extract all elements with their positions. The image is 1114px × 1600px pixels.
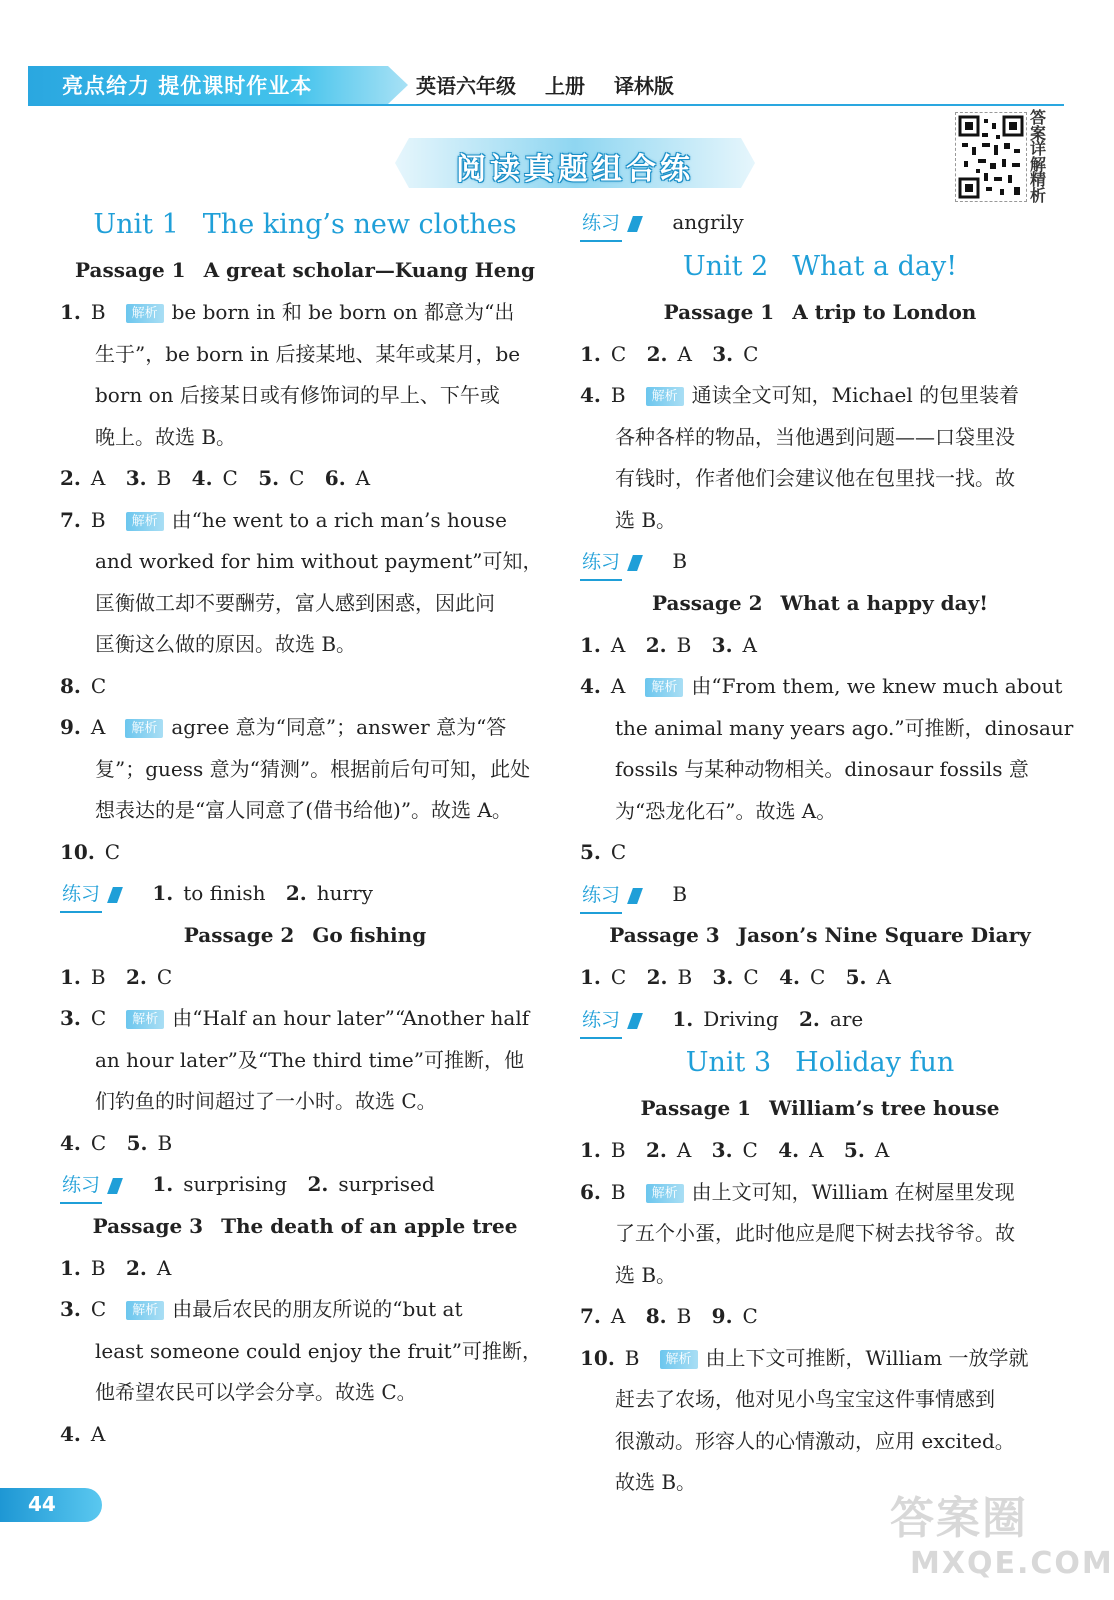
- answer-row: [60, 461, 550, 503]
- answer: C: [610, 840, 627, 864]
- section-banner: [395, 138, 755, 188]
- answer: C: [610, 965, 627, 989]
- analysis-tag: 解析: [660, 1350, 698, 1369]
- practice-row: [580, 205, 1060, 247]
- question-number: 3.: [712, 341, 734, 366]
- question-number: 2.: [307, 1172, 329, 1196]
- analysis-tag: 解析: [645, 678, 683, 697]
- explanation-line: 选 B。: [615, 1262, 677, 1287]
- explanation-text: be born in 和 be born on 都意为“出: [171, 300, 515, 324]
- explanation-line: born on 后接某日或有修饰词的早上、下午或: [95, 383, 500, 407]
- passage-heading: [580, 295, 1060, 337]
- answer-line: [580, 1341, 1060, 1383]
- question-number: 3.: [125, 466, 147, 490]
- question-number: 6.: [580, 1179, 601, 1204]
- practice-row: [60, 1167, 550, 1209]
- page-number: 44: [28, 1492, 56, 1516]
- answer: B: [90, 507, 106, 532]
- question-number: 9.: [60, 715, 81, 739]
- question-number: 4.: [778, 1138, 800, 1162]
- explanation-text: 由“he went to a rich man’s house: [171, 507, 507, 532]
- answer-row: [60, 835, 550, 877]
- question-number: 1.: [580, 341, 601, 366]
- explanation-line: 想表达的是“富人同意了(借书给他)”。故选 A。: [95, 798, 512, 822]
- explanation-line: 晚上。故选 B。: [95, 424, 237, 449]
- answer: C: [156, 964, 173, 989]
- passage-number: Passage 1: [75, 258, 186, 282]
- pencil-icon: [627, 216, 643, 232]
- passage-title: The death of an apple tree: [221, 1213, 518, 1238]
- question-number: 3.: [60, 1297, 81, 1321]
- header-divider: [28, 104, 1064, 106]
- explanation-text: agree 意为“同意”；answer 意为“答: [171, 715, 507, 739]
- unit-2-title: [580, 247, 1060, 295]
- explanation-line: 复”；guess 意为“猜测”。根据前后句可知，此处: [95, 756, 531, 781]
- question-number: 7.: [580, 1304, 601, 1328]
- explanation-text: 由“From them, we knew much about: [691, 674, 1063, 698]
- answer: A: [90, 466, 106, 490]
- explanation-text: 由最后农民的朋友所说的“but at: [172, 1297, 463, 1321]
- unit-1-number: Unit 1: [93, 209, 179, 240]
- book-info: [416, 70, 696, 99]
- qr-caption: 答案详解精析: [1030, 108, 1047, 205]
- practice-label: 练习: [60, 1168, 102, 1204]
- question-number: 2.: [799, 1006, 820, 1031]
- unit-3-number: Unit 3: [685, 1047, 772, 1078]
- question-number: 1.: [580, 1138, 601, 1162]
- series-title: 亮点给力 提优课时作业本: [62, 74, 313, 98]
- passage-heading: [60, 918, 550, 960]
- explanation-line: fossils 与某种动物相关。dinosaur fossils 意: [615, 757, 1029, 781]
- passage-title: What a happy day!: [780, 590, 988, 615]
- question-number: 1.: [672, 1006, 694, 1031]
- answer: angrily: [672, 210, 744, 234]
- answer: to finish: [183, 881, 266, 905]
- explanation-line: 故选 B。: [615, 1470, 697, 1494]
- answer: A: [610, 632, 626, 657]
- explanation-line: the animal many years ago.”可推断，dinosaur: [615, 715, 1074, 740]
- answer-row: [580, 1133, 1060, 1175]
- analysis-tag: 解析: [126, 512, 164, 531]
- analysis-tag: 解析: [126, 304, 164, 323]
- answer: A: [876, 965, 891, 989]
- answer: B: [610, 1138, 626, 1162]
- answer-line: [580, 378, 1060, 420]
- question-number: 3.: [711, 632, 733, 657]
- explanation-line: 选 B。: [615, 507, 677, 532]
- watermark: [880, 1482, 1114, 1600]
- answer: C: [90, 1130, 107, 1155]
- pencil-icon: [627, 1013, 643, 1029]
- watermark-logo-text: 答案圈: [890, 1493, 1028, 1544]
- analysis-tag: 解析: [126, 1010, 164, 1029]
- question-number: 5.: [843, 1138, 865, 1162]
- right-column: [580, 205, 1074, 1507]
- answer: surprised: [338, 1172, 435, 1196]
- passage-title: William’s tree house: [769, 1096, 1000, 1120]
- answer-line: [60, 503, 550, 545]
- explanation-text: 通读全文可知，Michael 的包里装着: [691, 383, 1020, 407]
- practice-label: 练习: [580, 1003, 622, 1039]
- unit-1-title: [60, 205, 550, 253]
- page-header: [28, 66, 1064, 104]
- question-number: 2.: [60, 466, 81, 490]
- question-number: 1.: [60, 300, 81, 324]
- answer-line: [580, 669, 1063, 711]
- explanation-text: 由“Half an hour later”“Another half: [172, 1006, 530, 1030]
- answer-line: [60, 295, 550, 337]
- question-number: 2.: [645, 1138, 667, 1162]
- answer: A: [90, 715, 106, 739]
- question-number: 10.: [60, 839, 95, 864]
- passage-number: Passage 3: [92, 1213, 204, 1238]
- explanation-line: 很激动。形容人的心情激动，应用 excited。: [615, 1428, 1015, 1453]
- practice-label: 练习: [580, 878, 622, 914]
- question-number: 3.: [712, 965, 734, 989]
- answer: B: [157, 1130, 173, 1155]
- practice-row: [580, 1002, 1060, 1044]
- question-number: 5.: [126, 1130, 148, 1155]
- question-number: 2.: [125, 1255, 147, 1280]
- question-number: 9.: [711, 1304, 733, 1328]
- practice-row: [580, 877, 1060, 919]
- answer: C: [743, 341, 759, 366]
- answer: C: [742, 1304, 758, 1328]
- explanation-line: 赶去了农场，他对见小鸟宝宝这件事情感到: [615, 1387, 995, 1411]
- answer: A: [355, 466, 371, 490]
- answer-line: [60, 1001, 550, 1043]
- unit-3-title: [580, 1043, 1060, 1091]
- answer: B: [610, 1179, 626, 1204]
- explanation-line: 生于”，be born in 后接某地、某年或某月，be: [95, 341, 521, 366]
- answer-row: [60, 960, 550, 1002]
- answer-line: [60, 1292, 550, 1334]
- answer-row: [580, 628, 1060, 670]
- answer: C: [90, 673, 107, 698]
- volume-label: 上册: [544, 74, 585, 98]
- answer: B: [672, 881, 688, 906]
- answer: A: [809, 1138, 824, 1162]
- explanation-line: an hour later”及“The third time”可推断，他: [95, 1047, 524, 1072]
- passage-heading: [60, 253, 550, 295]
- explanation-line: 他希望农民可以学会分享。故选 C。: [95, 1380, 417, 1404]
- qr-code-icon: [955, 112, 1027, 202]
- answer: C: [610, 341, 627, 366]
- passage-heading: [580, 918, 1060, 960]
- explanation-line: 匡衡这么做的原因。故选 B。: [95, 632, 357, 656]
- practice-row: [580, 544, 1060, 586]
- watermark-url: MXQE.COM: [910, 1546, 1114, 1581]
- explanation-line: least someone could enjoy the fruit”可推断，: [95, 1338, 542, 1363]
- explanation-line: 了五个小蛋，此时他应是爬下树去找爷爷。故: [615, 1221, 1015, 1245]
- question-number: 7.: [60, 507, 81, 532]
- question-number: 2.: [285, 881, 307, 905]
- question-number: 4.: [779, 965, 800, 989]
- answer: A: [874, 1138, 890, 1162]
- answer: B: [610, 383, 626, 407]
- explanation-line: 们钓鱼的时间超过了一小时。故选 C。: [95, 1089, 437, 1113]
- question-number: 1.: [580, 632, 601, 657]
- pencil-icon: [107, 887, 123, 903]
- explanation-line: 有钱时，作者他们会建议他在包里找一找。故: [615, 466, 1015, 490]
- answer: C: [289, 466, 305, 490]
- answer: are: [829, 1006, 864, 1031]
- unit-1-name: The king’s new clothes: [202, 209, 517, 240]
- answer: B: [90, 964, 106, 989]
- answer: C: [90, 1297, 107, 1321]
- answer: B: [672, 549, 688, 573]
- passage-number: Passage 1: [663, 299, 775, 324]
- pencil-icon: [107, 1178, 123, 1194]
- banner-title: 阅读真题组合练: [456, 152, 694, 187]
- question-number: 6.: [324, 466, 346, 490]
- answer-row: [60, 1251, 550, 1293]
- pencil-icon: [627, 888, 643, 904]
- answer: B: [90, 300, 106, 324]
- question-number: 1.: [152, 881, 174, 905]
- explanation-line: 为“恐龙化石”。故选 A。: [615, 798, 837, 823]
- answer: B: [90, 1255, 106, 1280]
- question-number: 5.: [258, 466, 280, 490]
- analysis-tag: 解析: [125, 719, 163, 738]
- answer: C: [222, 466, 238, 490]
- passage-title: A trip to London: [792, 299, 977, 324]
- analysis-tag: 解析: [646, 387, 684, 406]
- answer: A: [610, 674, 626, 698]
- question-number: 8.: [60, 673, 81, 698]
- question-number: 1.: [60, 1255, 81, 1280]
- question-number: 1.: [580, 965, 601, 989]
- practice-row: [60, 876, 550, 918]
- passage-number: Passage 1: [640, 1096, 752, 1120]
- passage-number: Passage 3: [609, 923, 720, 947]
- passage-title: Jason’s Nine Square Diary: [737, 923, 1031, 947]
- explanation-line: 匡衡做工却不要酬劳，富人感到困惑，因此问: [95, 590, 495, 615]
- answer: A: [676, 1138, 692, 1162]
- answer-row: [580, 835, 1060, 877]
- passage-number: Passage 2: [651, 590, 763, 615]
- answer: B: [677, 965, 693, 989]
- left-column: [60, 205, 550, 1458]
- answer: B: [676, 632, 692, 657]
- answer-row: [580, 960, 1060, 1002]
- analysis-tag: 解析: [126, 1301, 164, 1320]
- question-number: 4.: [60, 1421, 81, 1446]
- question-number: 2.: [646, 341, 668, 366]
- question-number: 3.: [60, 1006, 81, 1030]
- analysis-tag: 解析: [646, 1184, 684, 1203]
- question-number: 2.: [646, 965, 668, 989]
- answer: B: [624, 1345, 640, 1370]
- qr-code[interactable]: [955, 112, 1027, 202]
- answer: hurry: [316, 881, 373, 905]
- question-number: 4.: [191, 466, 213, 490]
- answer-row: [60, 669, 550, 711]
- answer: B: [156, 466, 172, 490]
- question-number: 5.: [580, 840, 601, 864]
- question-number: 1.: [152, 1172, 174, 1196]
- question-number: 3.: [711, 1138, 733, 1162]
- answer-row: [580, 337, 1060, 379]
- answer-row: [60, 1417, 550, 1459]
- question-number: 4.: [580, 674, 601, 698]
- passage-number: Passage 2: [183, 922, 295, 947]
- question-number: 8.: [645, 1304, 667, 1328]
- answer: C: [743, 965, 759, 989]
- explanation-line: and worked for him without payment”可知，: [95, 549, 543, 573]
- question-number: 2.: [125, 964, 147, 989]
- pencil-icon: [627, 555, 643, 571]
- passage-title: A great scholar—Kuang Heng: [203, 258, 535, 282]
- explanation-text: 由上文可知，William 在树屋里发现: [691, 1179, 1015, 1204]
- explanation-text: 由上下文可推断，William 一放学就: [705, 1345, 1029, 1370]
- subject-label: 英语六年级: [416, 74, 516, 98]
- passage-heading: [580, 586, 1060, 628]
- answer-line: [580, 1175, 1060, 1217]
- question-number: 4.: [60, 1130, 81, 1155]
- answer: Driving: [703, 1006, 779, 1031]
- question-number: 4.: [580, 383, 601, 407]
- practice-label: 练习: [580, 545, 622, 581]
- answer: surprising: [183, 1172, 288, 1196]
- question-number: 10.: [580, 1345, 615, 1370]
- question-number: 1.: [60, 964, 81, 989]
- answer: A: [742, 632, 757, 657]
- edition-label: 译林版: [613, 74, 674, 98]
- question-number: 5.: [845, 965, 867, 989]
- answer: B: [676, 1304, 692, 1328]
- page-number-tab: [0, 1488, 102, 1522]
- answer: C: [90, 1006, 107, 1030]
- answer: A: [610, 1304, 626, 1328]
- answer-row: [580, 1299, 1060, 1341]
- passage-title: Go fishing: [312, 922, 427, 947]
- answer: A: [677, 341, 692, 366]
- unit-2-number: Unit 2: [682, 250, 769, 282]
- unit-2-name: What a day!: [792, 250, 958, 282]
- answer: A: [156, 1255, 172, 1280]
- answer-line: [60, 710, 550, 752]
- passage-heading: [60, 1209, 550, 1251]
- answer: C: [809, 965, 826, 989]
- answer: C: [742, 1138, 758, 1162]
- answer-row: [60, 1126, 550, 1168]
- question-number: 2.: [645, 632, 667, 657]
- answer: C: [104, 839, 121, 864]
- answer: A: [90, 1421, 106, 1446]
- practice-label: 练习: [60, 877, 102, 913]
- practice-label: 练习: [580, 206, 622, 242]
- passage-heading: [580, 1091, 1060, 1133]
- explanation-line: 各种各样的物品，当他遇到问题——口袋里没: [615, 424, 1015, 449]
- unit-3-name: Holiday fun: [795, 1047, 955, 1078]
